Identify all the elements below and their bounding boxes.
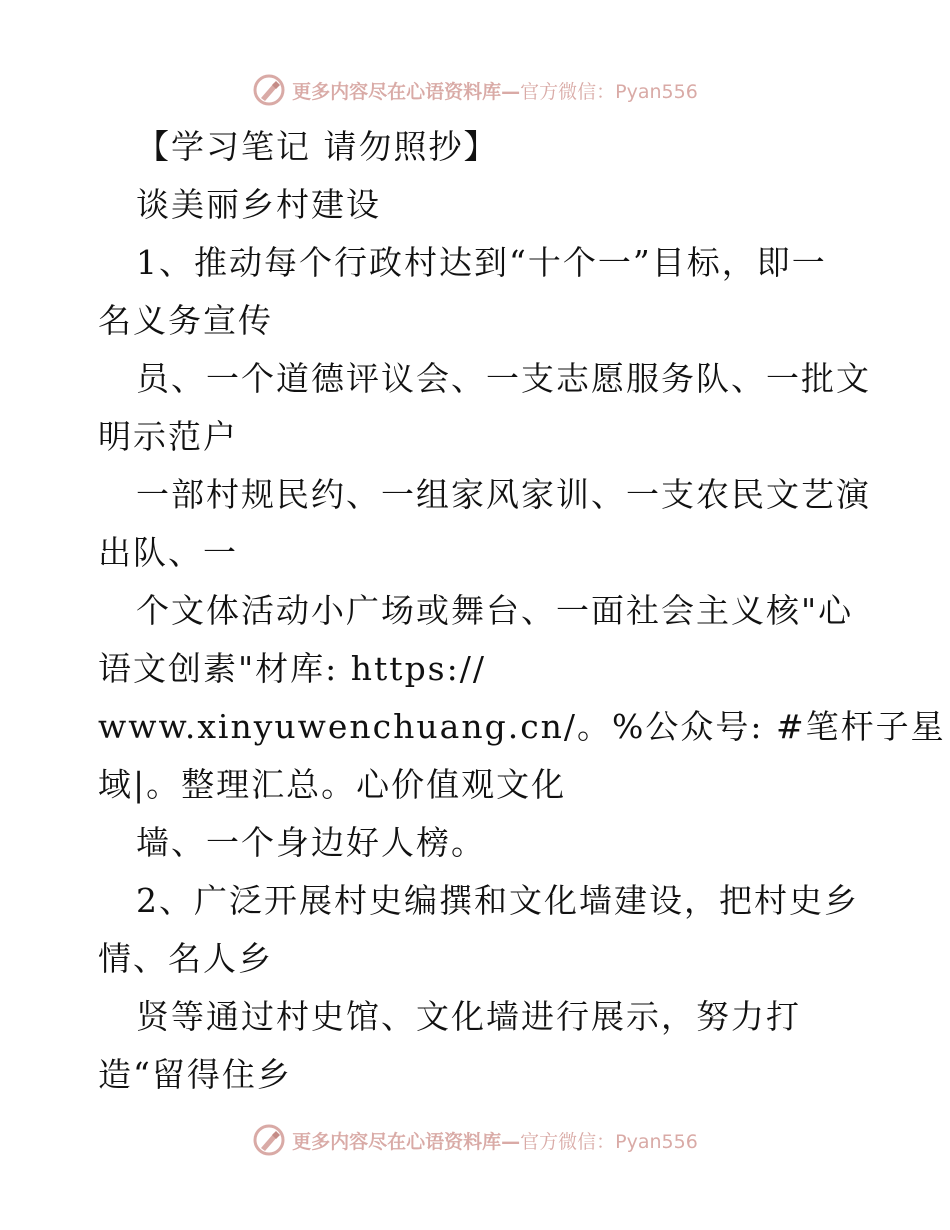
watermark-wechat: 官方微信：Pyan556 (520, 1130, 698, 1153)
document-line: 个文体活动小广场或舞台、一面社会主义核"心 (136, 591, 854, 630)
document-line: 名义务宣传 (98, 301, 273, 340)
document-line: 2、广泛开展村史编撰和文化墙建设，把村史乡 (136, 881, 859, 920)
document-line: 情、名人乡 (98, 939, 273, 978)
document-line: 员、一个道德评议会、一支志愿服务队、一批文 (136, 359, 871, 398)
pen-logo-icon (252, 1123, 286, 1157)
watermark-text: 更多内容尽在心语资料库— (292, 80, 521, 103)
document-body (98, 118, 946, 1104)
document-title: 谈美丽乡村建设 (136, 185, 381, 224)
footer-watermark (0, 1120, 950, 1160)
document-line: www.xinyuwenchuang.cn/。%公众号: #笔杆子星 (98, 707, 946, 746)
document-line: 墙、一个身边好人榜。 (136, 823, 486, 862)
document-line: 出队、一 (98, 533, 238, 572)
document-line: 一部村规民约、一组家风家训、一支农民文艺演 (136, 475, 871, 514)
document-line: 【学习笔记 请勿照抄】 (136, 127, 499, 166)
document-line: 明示范户 (98, 417, 238, 456)
pen-logo-icon (252, 73, 286, 107)
header-watermark (0, 70, 950, 110)
document-line: 语文创素"材库: https:// (98, 649, 486, 688)
document-line: 造“留得住乡 (98, 1055, 292, 1094)
document-line: 贤等通过村史馆、文化墙进行展示，努力打 (136, 997, 801, 1036)
document-line: 域|。整理汇总。心价值观文化 (98, 765, 567, 804)
watermark-wechat: 官方微信：Pyan556 (520, 80, 698, 103)
document-line: 1、推动每个行政村达到“十个一”目标，即一 (136, 243, 827, 282)
watermark-text: 更多内容尽在心语资料库— (292, 1130, 521, 1153)
